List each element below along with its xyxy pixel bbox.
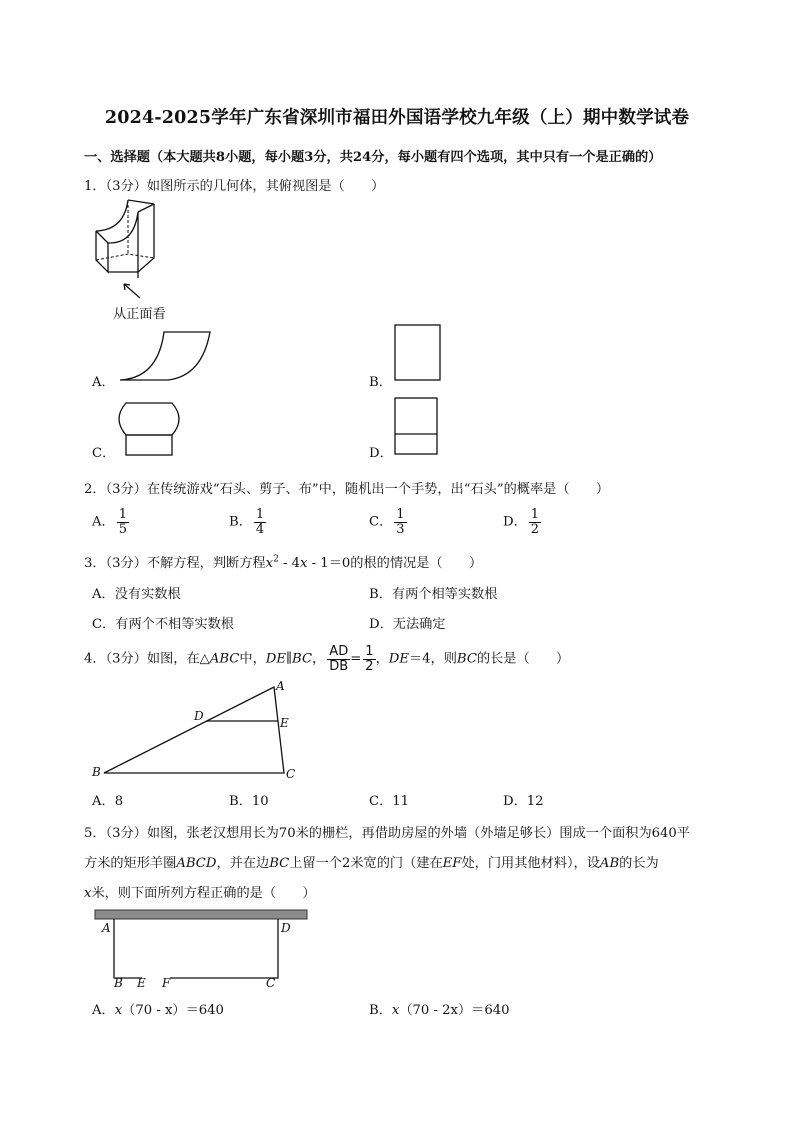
q4-segment-de: DE: [388, 651, 409, 667]
q1-solid-figure: [94, 198, 174, 308]
numerator: 1: [530, 507, 540, 522]
q4-option-c[interactable]: C．11: [369, 794, 410, 809]
q4-stem-text: ，: [375, 651, 389, 667]
q1-option-c[interactable]: C．: [92, 446, 116, 461]
q5-segment-ef: EF: [442, 856, 462, 871]
q5-var-x: x: [391, 1003, 400, 1018]
q5-rect-name: ABCD: [176, 856, 217, 871]
denominator: 2: [365, 658, 374, 674]
q5-segment-bc: BC: [269, 856, 290, 871]
numerator: AD: [329, 644, 349, 659]
q4-stem: [84, 645, 569, 673]
q5-option-a-label: A．: [92, 1003, 115, 1018]
q1-option-a-figure: [118, 330, 214, 382]
q1-view-label: 从正面看: [113, 307, 166, 322]
q2-option-b-fraction: [254, 508, 266, 536]
q5-label-e: E: [137, 976, 146, 990]
q1-stem: 1．（3分）如图所示的几何体，其俯视图是（ ）: [84, 179, 385, 194]
q4-stem-text: ，: [312, 651, 326, 667]
q2-option-d-fraction: [529, 508, 541, 536]
q4-label-a: A: [276, 679, 285, 693]
q4-stem-text: ＝4，则: [408, 651, 457, 667]
q1-option-a[interactable]: A．: [92, 375, 115, 390]
q3-option-d[interactable]: D．无法确定: [369, 617, 446, 632]
q3-stem-text: 3．（3分）不解方程，判断方程: [84, 556, 266, 571]
q2-option-a-label: A．: [92, 514, 115, 530]
q4-stem-text: 4．（3分）如图，在△: [84, 651, 210, 667]
q3-var-x: x: [265, 556, 274, 571]
q5-line-3: [84, 882, 316, 901]
q2-stem: 2．（3分）在传统游戏“石头、剪子、布”中，随机出一个手势，出“石头”的概率是（ ）: [84, 482, 610, 497]
q4-option-a[interactable]: A．8: [92, 794, 124, 809]
q5-label-a: A: [102, 921, 111, 935]
q4-equals: =: [350, 651, 362, 667]
q2-option-a-fraction: [117, 508, 129, 536]
q1-option-d[interactable]: D．: [369, 446, 393, 461]
q2-option-a[interactable]: [92, 508, 129, 536]
q5-text: 的长为: [619, 856, 659, 871]
q2-option-c-label: C．: [369, 514, 393, 530]
q5-text: ，并在边: [216, 856, 270, 871]
q4-triangle-figure: [90, 678, 310, 783]
denominator: 2: [530, 521, 540, 537]
q2-option-b-label: B．: [229, 514, 252, 530]
q1-option-b-figure: [394, 324, 442, 382]
q4-parallel: DE∥BC: [265, 651, 313, 667]
q5-label-b: B: [114, 976, 123, 990]
denominator: 3: [396, 521, 405, 537]
numerator: 1: [118, 507, 127, 522]
q5-text: 上留一个2米宽的门（建在: [289, 856, 443, 871]
q5-text: 方米的矩形羊圈: [84, 856, 177, 871]
q2-option-c[interactable]: [369, 508, 407, 536]
numerator: 1: [255, 507, 265, 522]
q2-option-b[interactable]: [229, 508, 266, 536]
q4-stem-text: 中，: [239, 651, 266, 667]
q4-stem-text: 的长是（ ）: [476, 651, 570, 667]
q2-option-d[interactable]: [503, 508, 541, 536]
q5-text: 处，门用其他材料），设: [461, 856, 600, 871]
q5-option-b-equation: （70 - 2x）＝640: [399, 1003, 510, 1018]
q4-segment-bc: BC: [456, 651, 477, 667]
section-heading: 一、选择题（本大题共8小题，每小题3分，共24分，每小题有四个选项，其中只有一个是正确的）: [84, 150, 662, 165]
q4-option-b[interactable]: B．10: [229, 794, 269, 809]
q5-label-f: F: [162, 976, 171, 990]
q5-option-a[interactable]: [92, 999, 224, 1018]
q5-option-b-label: B．: [369, 1003, 392, 1018]
q3-exponent: 2: [273, 554, 279, 565]
numerator: 1: [365, 644, 374, 659]
numerator: 1: [396, 507, 405, 522]
q5-pen-figure: [94, 908, 314, 990]
denominator: 5: [118, 521, 127, 537]
q3-stem-text: - 4: [278, 556, 301, 571]
q4-option-d[interactable]: D．12: [503, 794, 544, 809]
q4-half-fraction: [363, 645, 375, 673]
q1-option-c-figure: [116, 401, 182, 457]
q5-line-2: [84, 852, 659, 871]
q3-option-a[interactable]: A．没有实数根: [92, 587, 181, 602]
q3-option-b[interactable]: B．有两个相等实数根: [369, 587, 498, 602]
q5-segment-ab: AB: [599, 856, 620, 871]
denominator: DB: [329, 658, 349, 674]
page-title: 2024-2025学年广东省深圳市福田外国语学校九年级（上）期中数学试卷: [104, 108, 690, 128]
q3-stem-text: - 1＝0的根的情况是（ ）: [307, 556, 483, 571]
q3-stem: [84, 552, 482, 571]
q5-var-x: x: [84, 886, 92, 901]
denominator: 4: [255, 521, 265, 537]
q5-line-1: 5．（3分）如图，张老汉想用长为70米的栅栏，再借助房屋的外墙（外墙足够长）围成一个面积为640平: [84, 826, 691, 841]
q4-label-b: B: [92, 765, 101, 779]
q2-option-c-fraction: [394, 508, 406, 536]
q4-label-c: C: [286, 767, 296, 781]
q2-option-d-label: D．: [503, 514, 527, 530]
q5-var-x: x: [114, 1003, 123, 1018]
q5-label-d: D: [281, 921, 291, 935]
q4-label-d: D: [194, 709, 204, 723]
q4-ratio-fraction: [327, 645, 350, 673]
q1-option-d-figure: [394, 397, 440, 457]
q4-triangle-name: ABC: [209, 651, 240, 667]
q5-label-c: C: [266, 976, 276, 990]
q3-var-x: x: [300, 556, 308, 571]
q5-text: 米，则下面所列方程正确的是（ ）: [91, 886, 316, 901]
q5-option-a-equation: （70 - x）＝640: [122, 1003, 224, 1018]
q5-option-b[interactable]: [369, 999, 510, 1018]
q3-option-c[interactable]: C．有两个不相等实数根: [92, 617, 234, 632]
q4-label-e: E: [280, 716, 289, 730]
q1-option-b[interactable]: B．: [369, 375, 392, 390]
